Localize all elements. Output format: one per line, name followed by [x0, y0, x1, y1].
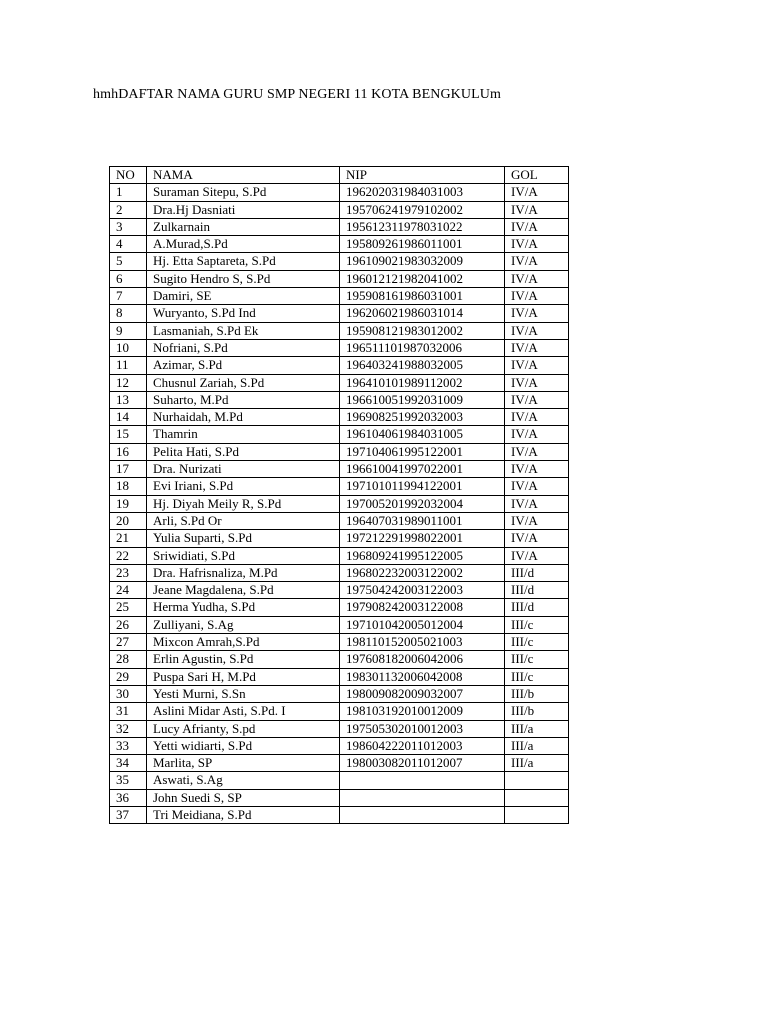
cell-gol: IV/A — [505, 270, 569, 287]
cell-nip: 197505302010012003 — [340, 720, 505, 737]
cell-nama: Herma Yudha, S.Pd — [147, 599, 340, 616]
cell-gol: IV/A — [505, 253, 569, 270]
cell-no: 10 — [110, 339, 147, 356]
table-row — [110, 599, 569, 616]
table-row — [110, 547, 569, 564]
cell-nama: Hj. Diyah Meily R, S.Pd — [147, 495, 340, 512]
cell-gol: IV/A — [505, 461, 569, 478]
cell-nip: 198301132006042008 — [340, 668, 505, 685]
cell-no: 24 — [110, 582, 147, 599]
cell-gol: III/c — [505, 651, 569, 668]
cell-nip: 198110152005021003 — [340, 634, 505, 651]
cell-nama: Dra.Hj Dasniati — [147, 201, 340, 218]
header-nip: NIP — [340, 167, 505, 184]
cell-nip: 197608182006042006 — [340, 651, 505, 668]
cell-nama: Yetti widiarti, S.Pd — [147, 737, 340, 754]
cell-gol: IV/A — [505, 409, 569, 426]
cell-gol: IV/A — [505, 305, 569, 322]
cell-no: 25 — [110, 599, 147, 616]
cell-nip: 197101042005012004 — [340, 616, 505, 633]
cell-no: 26 — [110, 616, 147, 633]
table-row — [110, 755, 569, 772]
table-row — [110, 305, 569, 322]
cell-nip: 196610041997022001 — [340, 461, 505, 478]
table-row — [110, 634, 569, 651]
cell-gol: III/b — [505, 685, 569, 702]
cell-gol: IV/A — [505, 374, 569, 391]
cell-gol: IV/A — [505, 530, 569, 547]
table-row — [110, 426, 569, 443]
cell-no: 18 — [110, 478, 147, 495]
cell-no: 6 — [110, 270, 147, 287]
cell-nama: Sriwidiati, S.Pd — [147, 547, 340, 564]
cell-nama: Puspa Sari H, M.Pd — [147, 668, 340, 685]
table-header — [110, 167, 569, 184]
cell-nip: 196908251992032003 — [340, 409, 505, 426]
cell-no: 20 — [110, 512, 147, 529]
cell-nip: 197005201992032004 — [340, 495, 505, 512]
cell-no: 28 — [110, 651, 147, 668]
table-row — [110, 339, 569, 356]
table-row — [110, 530, 569, 547]
cell-nip: 196109021983032009 — [340, 253, 505, 270]
cell-gol: IV/A — [505, 184, 569, 201]
document-title: hmhDAFTAR NAMA GURU SMP NEGERI 11 KOTA BENGKULUm — [93, 87, 501, 102]
table-row — [110, 443, 569, 460]
cell-nip: 196104061984031005 — [340, 426, 505, 443]
table-row — [110, 184, 569, 201]
cell-nama: Yesti Murni, S.Sn — [147, 685, 340, 702]
cell-nama: Erlin Agustin, S.Pd — [147, 651, 340, 668]
table-row — [110, 685, 569, 702]
table-row — [110, 270, 569, 287]
cell-nip — [340, 789, 505, 806]
table-row — [110, 806, 569, 823]
teacher-table — [109, 166, 569, 824]
cell-nip: 198103192010012009 — [340, 703, 505, 720]
cell-no: 34 — [110, 755, 147, 772]
cell-nama: Tri Meidiana, S.Pd — [147, 806, 340, 823]
cell-no: 32 — [110, 720, 147, 737]
table-row — [110, 720, 569, 737]
cell-gol: IV/A — [505, 512, 569, 529]
cell-gol: IV/A — [505, 218, 569, 235]
cell-nama: Azimar, S.Pd — [147, 357, 340, 374]
cell-nama: John Suedi S, SP — [147, 789, 340, 806]
cell-no: 5 — [110, 253, 147, 270]
table-row — [110, 564, 569, 581]
table-row — [110, 668, 569, 685]
cell-no: 22 — [110, 547, 147, 564]
cell-no: 11 — [110, 357, 147, 374]
cell-nama: A.Murad,S.Pd — [147, 236, 340, 253]
cell-gol: III/c — [505, 616, 569, 633]
table-row — [110, 218, 569, 235]
header-no: NO — [110, 167, 147, 184]
table-row — [110, 495, 569, 512]
cell-nip: 196809241995122005 — [340, 547, 505, 564]
cell-no: 27 — [110, 634, 147, 651]
cell-nama: Wuryanto, S.Pd Ind — [147, 305, 340, 322]
cell-gol: III/d — [505, 599, 569, 616]
cell-nama: Yulia Suparti, S.Pd — [147, 530, 340, 547]
cell-nip: 198009082009032007 — [340, 685, 505, 702]
cell-nip: 195908121983012002 — [340, 322, 505, 339]
cell-gol — [505, 772, 569, 789]
cell-no: 17 — [110, 461, 147, 478]
cell-gol: III/a — [505, 720, 569, 737]
cell-nama: Lasmaniah, S.Pd Ek — [147, 322, 340, 339]
table-row — [110, 616, 569, 633]
cell-nip: 197504242003122003 — [340, 582, 505, 599]
table-row — [110, 737, 569, 754]
cell-gol: IV/A — [505, 357, 569, 374]
cell-gol: IV/A — [505, 201, 569, 218]
header-nama: NAMA — [147, 167, 340, 184]
cell-nama: Pelita Hati, S.Pd — [147, 443, 340, 460]
cell-gol: III/a — [505, 737, 569, 754]
cell-nama: Evi Iriani, S.Pd — [147, 478, 340, 495]
table-row — [110, 512, 569, 529]
table-row — [110, 322, 569, 339]
cell-gol: IV/A — [505, 478, 569, 495]
cell-no: 36 — [110, 789, 147, 806]
cell-no: 33 — [110, 737, 147, 754]
cell-no: 8 — [110, 305, 147, 322]
cell-nip: 196202031984031003 — [340, 184, 505, 201]
cell-nama: Thamrin — [147, 426, 340, 443]
cell-nip: 196403241988032005 — [340, 357, 505, 374]
cell-gol: IV/A — [505, 426, 569, 443]
cell-nip — [340, 806, 505, 823]
table-row — [110, 461, 569, 478]
cell-nip: 198003082011012007 — [340, 755, 505, 772]
cell-gol: III/a — [505, 755, 569, 772]
cell-no: 37 — [110, 806, 147, 823]
cell-nama: Lucy Afrianty, S.pd — [147, 720, 340, 737]
cell-gol: IV/A — [505, 339, 569, 356]
cell-no: 19 — [110, 495, 147, 512]
cell-nama: Damiri, SE — [147, 288, 340, 305]
cell-nama: Jeane Magdalena, S.Pd — [147, 582, 340, 599]
cell-gol: IV/A — [505, 288, 569, 305]
cell-nama: Suraman Sitepu, S.Pd — [147, 184, 340, 201]
cell-gol: III/c — [505, 634, 569, 651]
cell-nip: 197908242003122008 — [340, 599, 505, 616]
cell-nip: 196511101987032006 — [340, 339, 505, 356]
cell-nip: 197212291998022001 — [340, 530, 505, 547]
cell-nama: Suharto, M.Pd — [147, 391, 340, 408]
table-row — [110, 789, 569, 806]
cell-gol: III/d — [505, 582, 569, 599]
cell-no: 13 — [110, 391, 147, 408]
cell-no: 35 — [110, 772, 147, 789]
cell-gol — [505, 806, 569, 823]
cell-gol — [505, 789, 569, 806]
cell-nama: Dra. Nurizati — [147, 461, 340, 478]
cell-nama: Chusnul Zariah, S.Pd — [147, 374, 340, 391]
cell-nama: Nurhaidah, M.Pd — [147, 409, 340, 426]
cell-gol: IV/A — [505, 547, 569, 564]
table-row — [110, 374, 569, 391]
table-row — [110, 772, 569, 789]
cell-nip: 195706241979102002 — [340, 201, 505, 218]
cell-no: 3 — [110, 218, 147, 235]
cell-nip: 197101011994122001 — [340, 478, 505, 495]
cell-nip: 197104061995122001 — [340, 443, 505, 460]
cell-no: 14 — [110, 409, 147, 426]
cell-nama: Zulliyani, S.Ag — [147, 616, 340, 633]
cell-nama: Aswati, S.Ag — [147, 772, 340, 789]
table-row — [110, 357, 569, 374]
table-row — [110, 253, 569, 270]
cell-no: 16 — [110, 443, 147, 460]
cell-nip: 195908161986031001 — [340, 288, 505, 305]
cell-gol: III/c — [505, 668, 569, 685]
cell-gol: III/d — [505, 564, 569, 581]
header-gol: GOL — [505, 167, 569, 184]
cell-nip: 196610051992031009 — [340, 391, 505, 408]
cell-nama: Sugito Hendro S, S.Pd — [147, 270, 340, 287]
cell-nama: Zulkarnain — [147, 218, 340, 235]
cell-gol: III/b — [505, 703, 569, 720]
cell-no: 23 — [110, 564, 147, 581]
cell-no: 21 — [110, 530, 147, 547]
cell-gol: IV/A — [505, 443, 569, 460]
table-row — [110, 582, 569, 599]
cell-nip — [340, 772, 505, 789]
cell-nama: Nofriani, S.Pd — [147, 339, 340, 356]
cell-no: 4 — [110, 236, 147, 253]
cell-gol: IV/A — [505, 495, 569, 512]
cell-no: 12 — [110, 374, 147, 391]
cell-nip: 196407031989011001 — [340, 512, 505, 529]
cell-gol: IV/A — [505, 391, 569, 408]
cell-nip: 196802232003122002 — [340, 564, 505, 581]
cell-nama: Hj. Etta Saptareta, S.Pd — [147, 253, 340, 270]
cell-nama: Aslini Midar Asti, S.Pd. I — [147, 703, 340, 720]
cell-no: 2 — [110, 201, 147, 218]
cell-nip: 198604222011012003 — [340, 737, 505, 754]
cell-nama: Mixcon Amrah,S.Pd — [147, 634, 340, 651]
cell-no: 29 — [110, 668, 147, 685]
table-row — [110, 236, 569, 253]
cell-gol: IV/A — [505, 236, 569, 253]
cell-nama: Dra. Hafrisnaliza, M.Pd — [147, 564, 340, 581]
table-row — [110, 201, 569, 218]
cell-nip: 196206021986031014 — [340, 305, 505, 322]
cell-nama: Arli, S.Pd Or — [147, 512, 340, 529]
cell-nama: Marlita, SP — [147, 755, 340, 772]
cell-nip: 195612311978031022 — [340, 218, 505, 235]
table-row — [110, 703, 569, 720]
table-body — [110, 184, 569, 824]
table-row — [110, 409, 569, 426]
cell-nip: 196012121982041002 — [340, 270, 505, 287]
cell-gol: IV/A — [505, 322, 569, 339]
cell-nip: 195809261986011001 — [340, 236, 505, 253]
table-row — [110, 478, 569, 495]
cell-no: 7 — [110, 288, 147, 305]
table-row — [110, 391, 569, 408]
cell-no: 15 — [110, 426, 147, 443]
cell-no: 1 — [110, 184, 147, 201]
cell-no: 31 — [110, 703, 147, 720]
table-row — [110, 651, 569, 668]
cell-no: 30 — [110, 685, 147, 702]
cell-nip: 196410101989112002 — [340, 374, 505, 391]
table-header-row — [110, 167, 569, 184]
table-row — [110, 288, 569, 305]
cell-no: 9 — [110, 322, 147, 339]
